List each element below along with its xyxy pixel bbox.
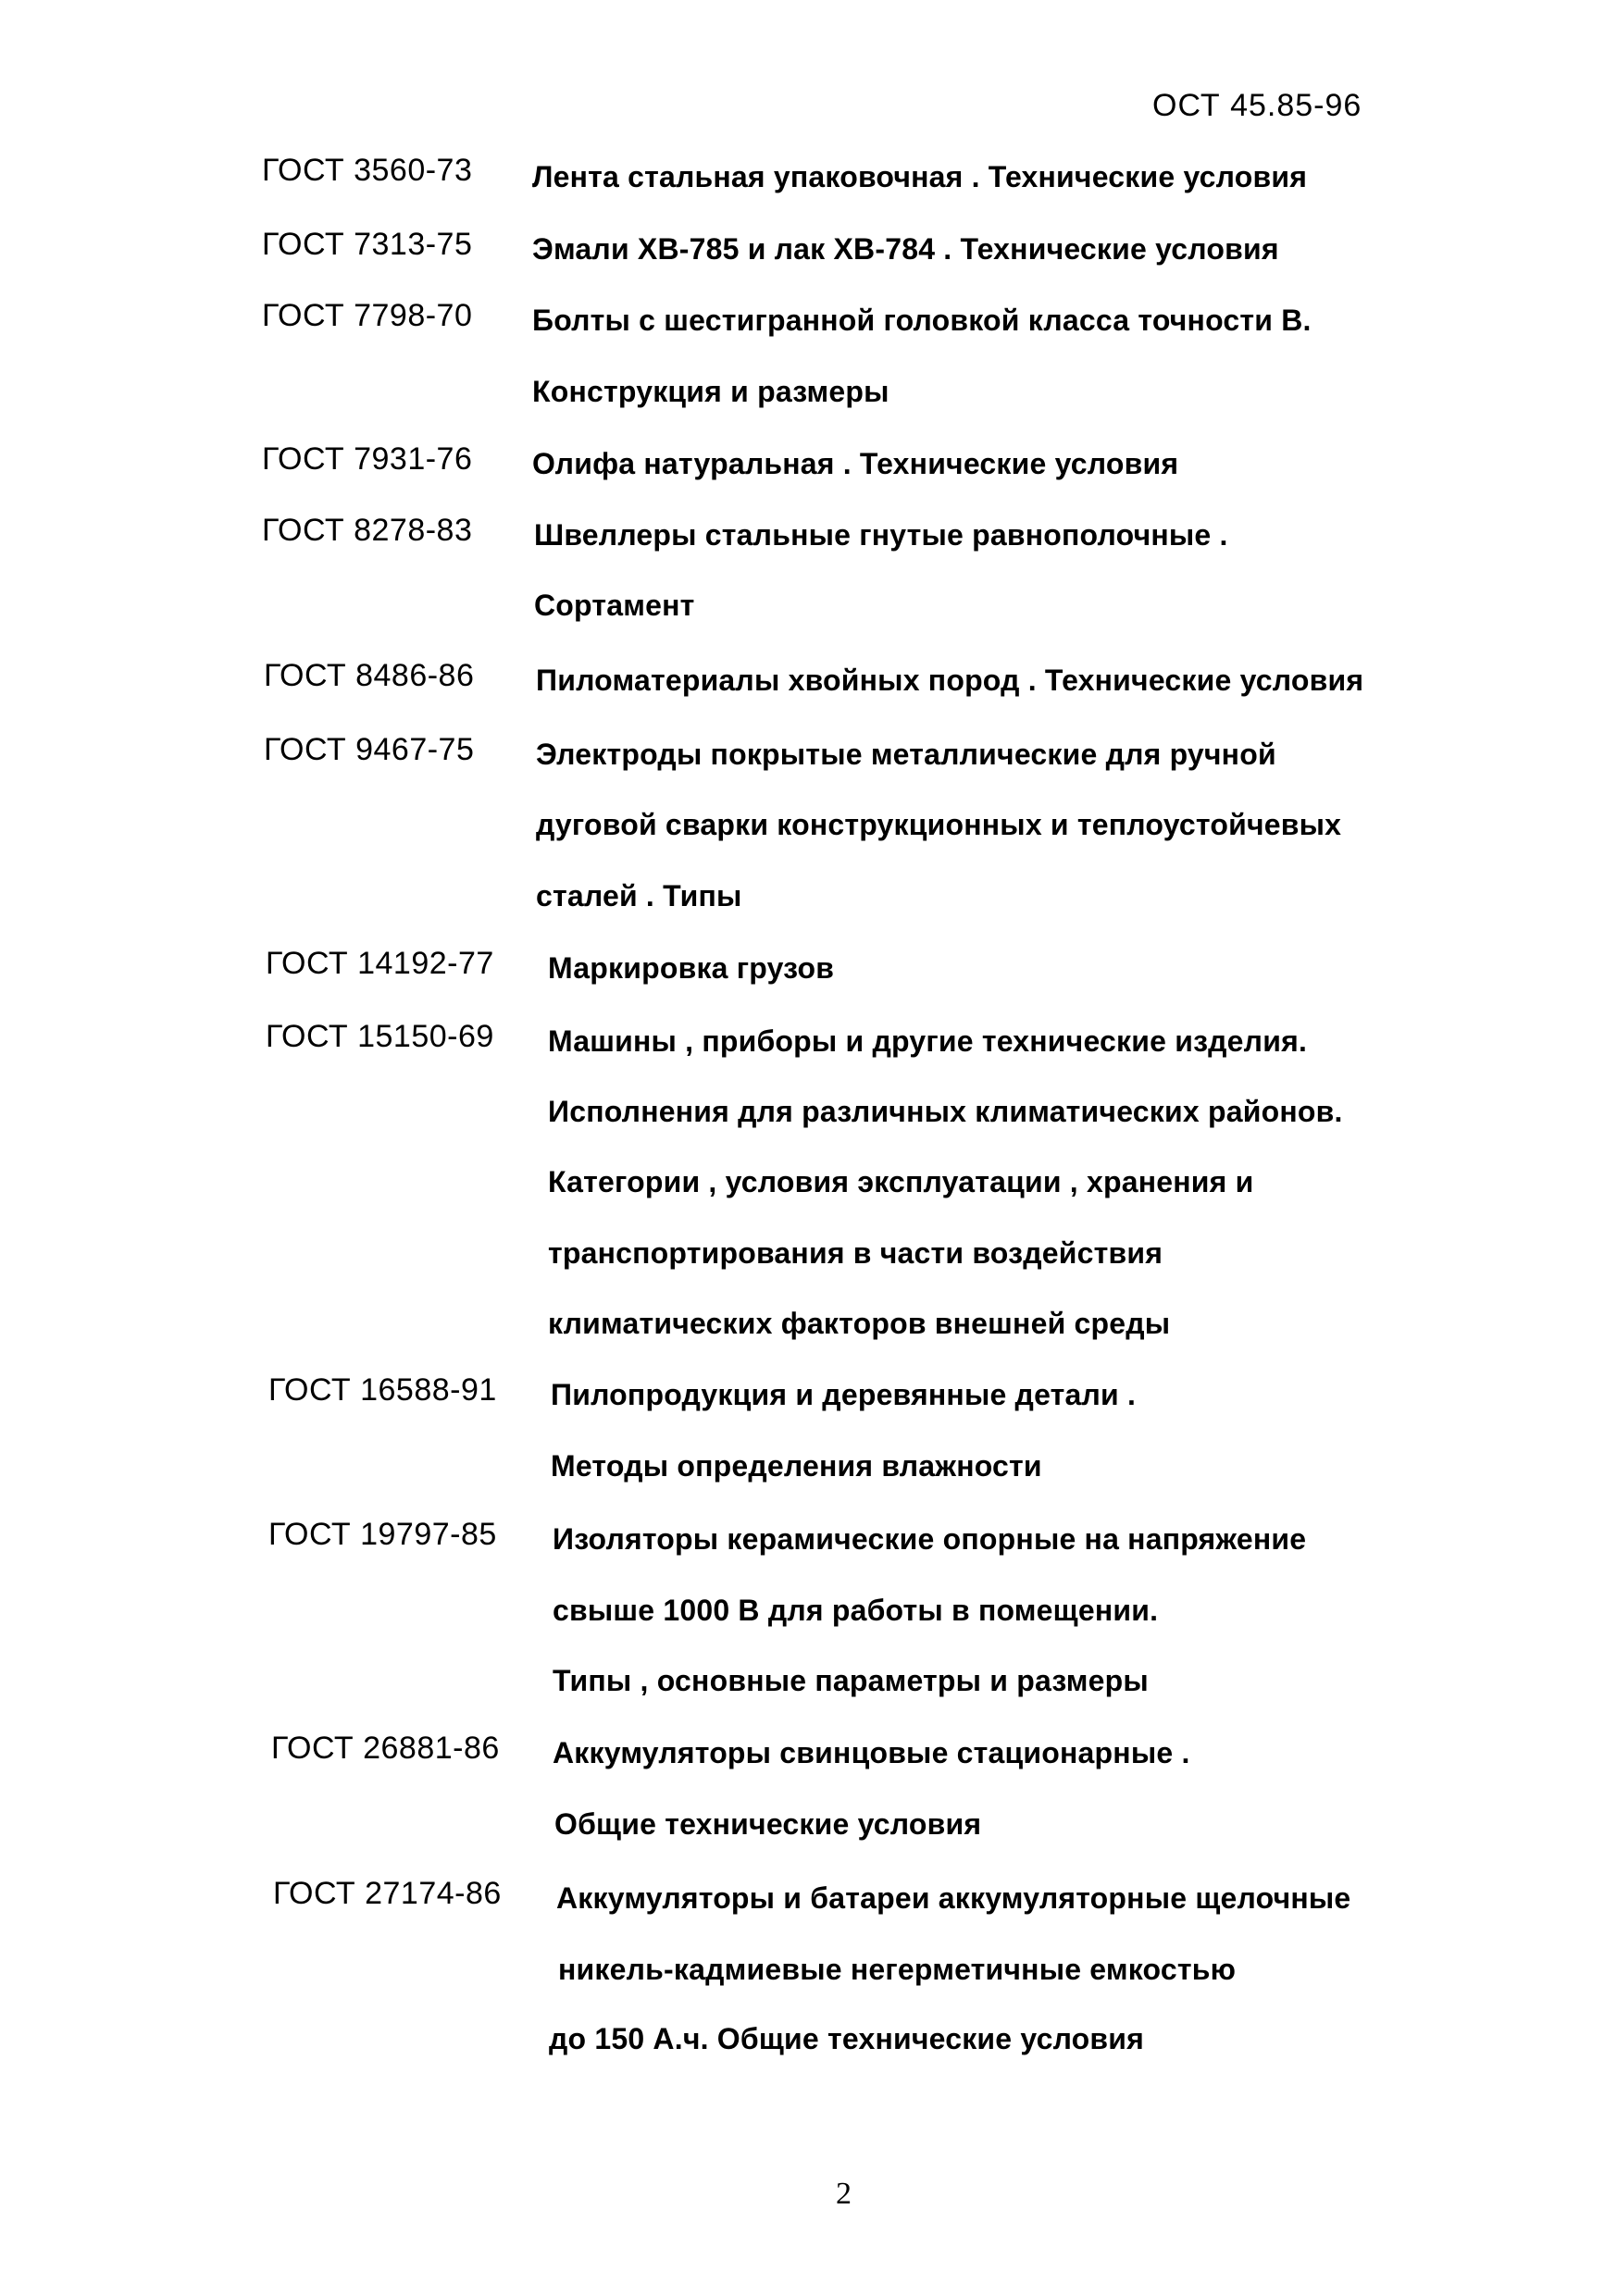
reference-title: Аккумуляторы и батареи аккумуляторные щелочные (556, 1881, 1351, 1915)
document-code-header: ОСТ 45.85-96 (1152, 88, 1362, 123)
reference-title: Эмали ХВ-785 и лак ХВ-784 . Технические условия (532, 232, 1279, 266)
reference-title: Швеллеры стальные гнутые равнополочные . (534, 518, 1228, 552)
reference-title: Маркировка грузов (548, 951, 835, 985)
reference-title-continuation: сталей . Типы (536, 879, 742, 912)
reference-code: ГОСТ 8278-83 (262, 513, 473, 548)
reference-title-continuation: дуговой сварки конструкционных и теплоустойчевых (536, 808, 1342, 841)
reference-title-continuation: Типы , основные параметры и размеры (553, 1664, 1149, 1697)
reference-code: ГОСТ 9467-75 (264, 732, 475, 767)
reference-code: ГОСТ 3560-73 (262, 153, 473, 188)
reference-title: Лента стальная упаковочная . Технические условия (532, 160, 1308, 193)
reference-title-continuation: Сортамент (534, 589, 695, 622)
reference-code: ГОСТ 16588-91 (268, 1372, 497, 1408)
reference-code: ГОСТ 19797-85 (268, 1517, 497, 1552)
reference-title-continuation: никель-кадмиевые негерметичные емкостью (558, 1953, 1237, 1986)
reference-title-continuation: климатических факторов внешней среды (548, 1307, 1171, 1340)
reference-title: Пиломатериалы хвойных пород . Технические условия (536, 664, 1364, 697)
reference-title-continuation: Общие технические условия (554, 1807, 982, 1841)
reference-title-continuation: свыше 1000 В для работы в помещении. (553, 1594, 1159, 1627)
reference-title: Олифа натуральная . Технические условия (532, 447, 1179, 480)
reference-title: Изоляторы керамические опорные на напряжение (553, 1522, 1307, 1556)
reference-code: ГОСТ 15150-69 (266, 1019, 494, 1054)
reference-title-continuation: транспортирования в части воздействия (548, 1236, 1163, 1270)
reference-title: Пилопродукция и деревянные детали . (551, 1378, 1137, 1411)
reference-title: Болты с шестигранной головкой класса точности В. (532, 304, 1312, 337)
reference-code: ГОСТ 7313-75 (262, 227, 473, 262)
reference-title: Аккумуляторы свинцовые стационарные . (553, 1736, 1190, 1769)
reference-code: ГОСТ 7931-76 (262, 441, 473, 477)
reference-code: ГОСТ 26881-86 (271, 1731, 500, 1766)
reference-code: ГОСТ 7798-70 (262, 298, 473, 333)
reference-title: Электроды покрытые металлические для ручной (536, 738, 1276, 771)
reference-code: ГОСТ 8486-86 (264, 658, 475, 693)
reference-title-continuation: Категории , условия эксплуатации , хранения и (548, 1165, 1254, 1198)
page-number: 2 (836, 2177, 852, 2211)
reference-code: ГОСТ 14192-77 (266, 946, 494, 981)
reference-title-continuation: Исполнения для различных климатических районов. (548, 1095, 1343, 1128)
reference-title-continuation: до 150 А.ч. Общие технические условия (549, 2022, 1145, 2055)
reference-title: Машины , приборы и другие технические изделия. (548, 1024, 1308, 1058)
reference-title-continuation: Методы определения влажности (551, 1449, 1042, 1483)
reference-title-continuation: Конструкция и размеры (532, 375, 889, 408)
reference-code: ГОСТ 27174-86 (273, 1876, 502, 1911)
